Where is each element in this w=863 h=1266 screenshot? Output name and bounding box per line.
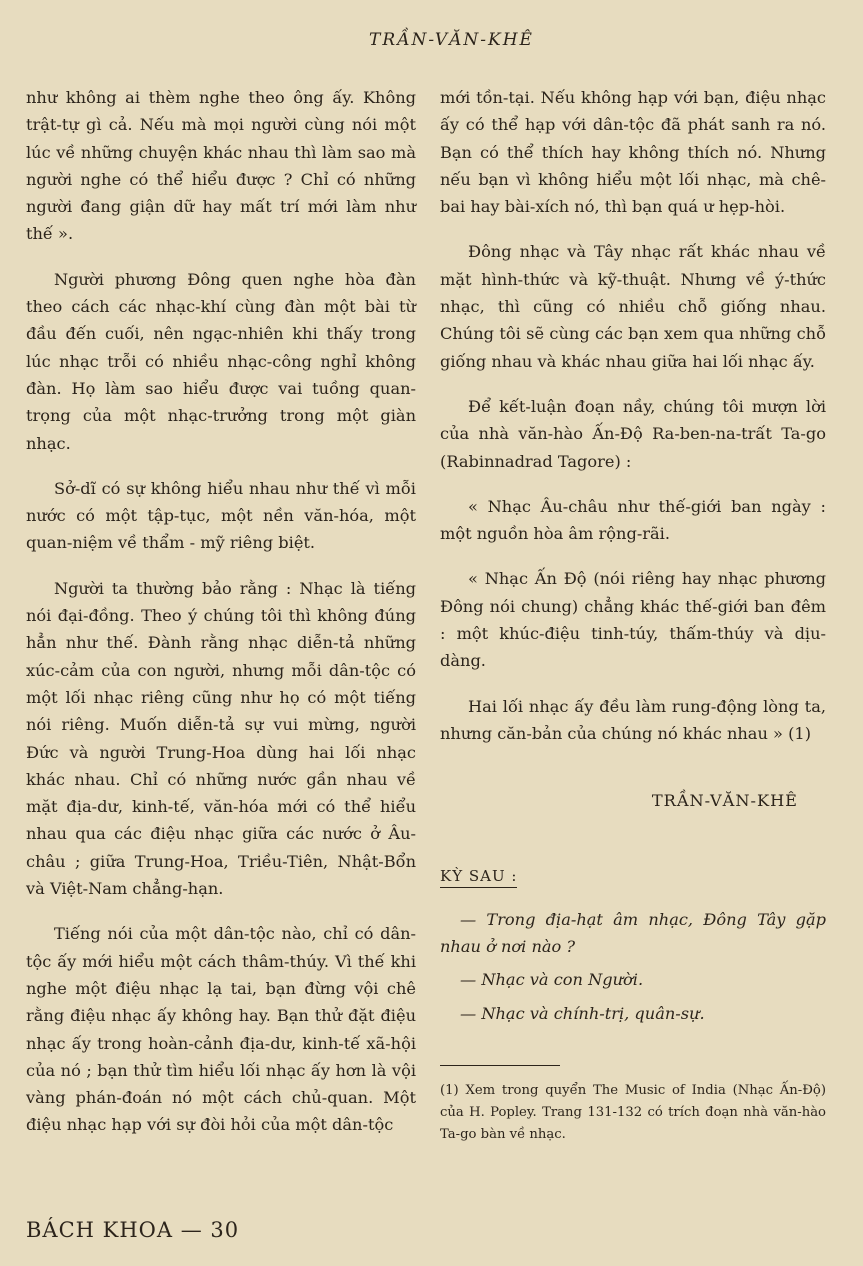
paragraph: Tiếng nói của một dân-tộc nào, chỉ có dân-tộc ấy mới hiểu một cách thâm-thúy. Vì thế khi nghe một điệu nhạc lạ tai, bạn đừng vội chê rằng điệu nhạc ấy không hay. Bạn thử đặt điệu nhạc ấy trong hoàn-cảnh địa-dư, kinh-tế xã-hội của nó ; bạn thử tìm hiểu lối nhạc ấy hơn là vội vàng phán-đoán nó một cách chủ-quan. Một điệu nhạc hạp với sự đòi hỏi của một dân-tộc (26, 924, 416, 1135)
quote: Hai lối nhạc ấy đều làm rung-động lòng ta, nhưng căn-bản của chúng nó khác nhau » (1) (440, 696, 826, 743)
paragraph: Người phương Đông quen nghe hòa đàn theo cách các nhạc-khí cùng đàn một bài từ đầu đến cuối, nên ngạc-nhiên khi thấy trong lúc nhạc trỗi có nhiều nhạc-công nghỉ không đàn. Họ làm sao hiểu được vai tuồng quan-trọng của một nhạc-trưởng trong một giàn nhạc. (26, 269, 416, 453)
running-head: TRẦN-VĂN-KHÊ (369, 30, 534, 50)
paragraph: mới tồn-tại. Nếu không hạp với bạn, điệu nhạc ấy có thể hạp với dân-tộc đã phát sanh ra nó. Bạn có thể thích hay không thích nó. Nhưng nếu bạn vì không hiểu một lối nhạc, mà chê-bai hay bài-xích nó, thì bạn quá ư hẹp-hòi. (440, 88, 826, 217)
next-issue-item: — Trong địa-hạt âm nhạc, Đông Tây gặp nhau ở nơi nào ? (440, 909, 826, 957)
footnote: (1) Xem trong quyển The Music of India (Nhạc Ấn-Độ) của H. Popley. Trang 131-132 có trích đoạn nhà văn-hào Ta-go bàn về nhạc. (440, 1083, 826, 1143)
page-footer: BÁCH KHOA — 30 (26, 1218, 240, 1242)
footnote-divider (440, 1065, 560, 1066)
left-column (26, 84, 416, 1157)
paragraph: Sở-dĩ có sự không hiểu nhau như thế vì mỗi nước có một tập-tục, một nền văn-hóa, một quan-niệm về thẩm - mỹ riêng biệt. (26, 478, 416, 553)
paragraph: Người ta thường bảo rằng : Nhạc là tiếng nói đại-đồng. Theo ý chúng tôi thì không đúng hẳn như thế. Đành rằng nhạc diễn-tả những xúc-cảm của con người, nhưng mỗi dân-tộc có một lối nhạc riêng cũng như họ có một tiếng nói riêng. Muốn diễn-tả sự vui mừng, người Đức và người Trung-Hoa dùng hai lối nhạc khác nhau. Chỉ có những nước gần nhau về mặt địa-dư, kinh-tế, văn-hóa mới có thể hiểu nhau qua các điệu nhạc giữa các nước ở Âu-châu ; giữa Trung-Hoa, Triều-Tiên, Nhật-Bổn và Việt-Nam chẳng-hạn. (26, 578, 416, 899)
next-issue-heading (440, 863, 826, 890)
author-signature: TRẦN-VĂN-KHÊ (651, 791, 798, 811)
quote: « Nhạc Âu-châu như thế-giới ban ngày : một nguồn hòa âm rộng-rãi. (440, 496, 826, 544)
next-issue-heading-text: KỲ SAU : (440, 867, 517, 888)
next-issue-item: — Nhạc và chính-trị, quân-sự. (460, 1003, 705, 1023)
paragraph: Đông nhạc và Tây nhạc rất khác nhau về mặt hình-thức và kỹ-thuật. Nhưng về ý-thức nhạc, thì cũng có nhiều chỗ giống nhau. Chúng tôi sẽ cùng các bạn xem qua những chỗ giống nhau và khác nhau giữa hai lối nhạc ấy. (440, 242, 826, 371)
quote: « Nhạc Ấn Độ (nói riêng hay nhạc phương Đông nói chung) chẳng khác thế-giới ban đêm : một khúc-điệu tinh-túy, thấm-thúy và dịu-dàng. (440, 569, 826, 671)
paragraph: như không ai thèm nghe theo ông ấy. Không trật-tự gì cả. Nếu mà mọi người cùng nói một lúc về những chuyện khác nhau thì làm sao mà người nghe có thể hiểu được ? Chỉ có những người đang giận dữ hay mất trí mới làm như thế ». (26, 88, 416, 244)
paragraph: Để kết-luận đoạn nầy, chúng tôi mượn lời của nhà văn-hào Ấn-Độ Ra-ben-na-trất Ta-go (Rabinnadrad Tagore) : (440, 396, 826, 471)
next-issue-item: — Nhạc và con Người. (460, 970, 644, 990)
right-column (440, 84, 826, 1164)
